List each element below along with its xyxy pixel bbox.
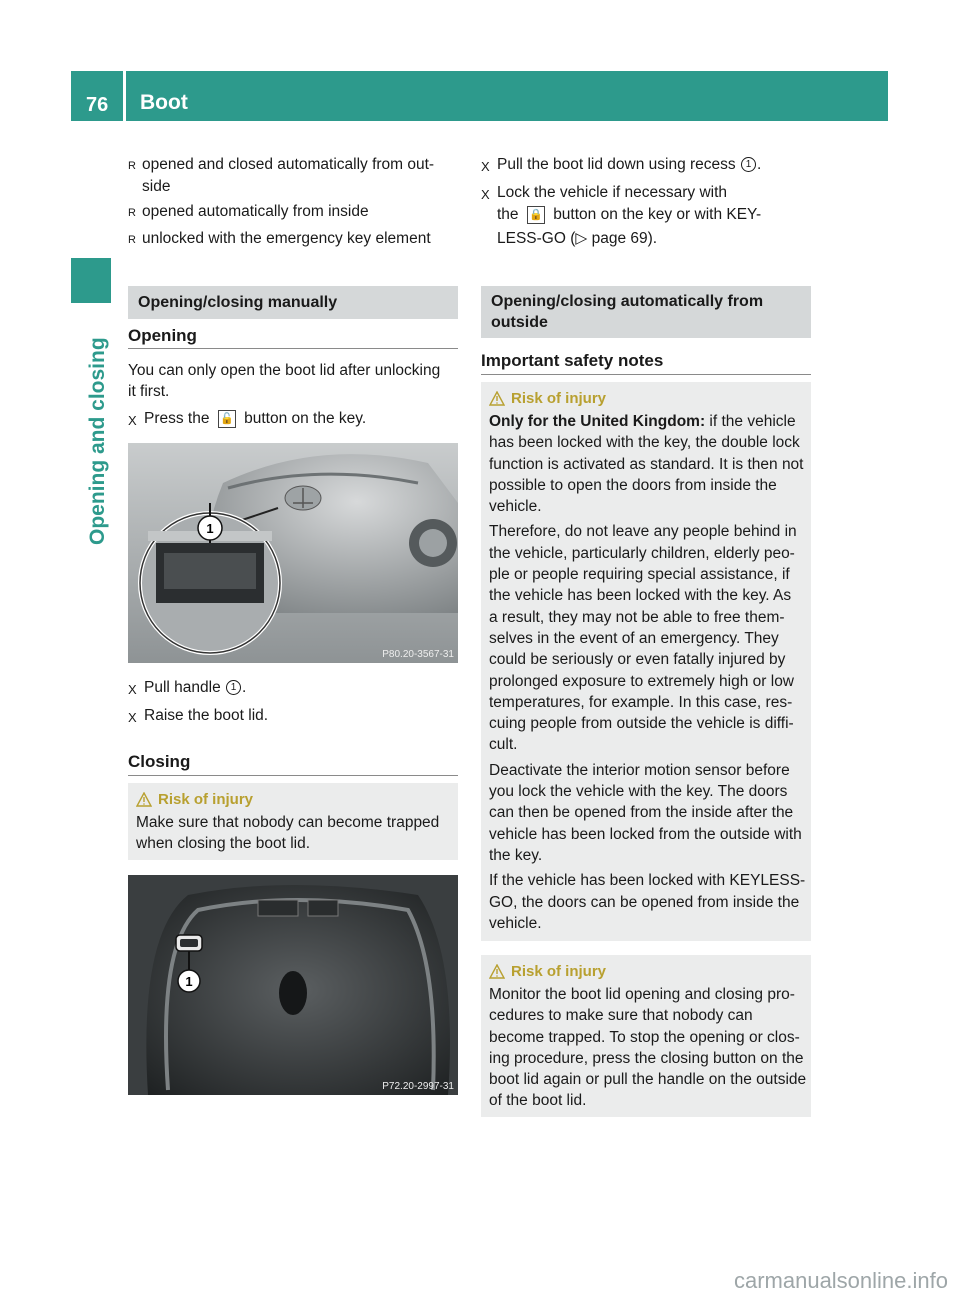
warning-triangle-icon	[489, 391, 505, 407]
bullet-glyph: R	[128, 207, 136, 219]
subheading-opening-closing-manually: Opening/closing manually	[128, 286, 458, 319]
section-title: Boot	[140, 91, 188, 114]
warning-header: Risk of injury	[489, 963, 803, 980]
heading-closing: Closing	[128, 752, 191, 771]
step-arrow: X	[481, 159, 490, 174]
callout-1-icon: 1	[741, 157, 756, 172]
step-lock-line2: the 🔒 button on the key or with KEY-	[497, 206, 762, 223]
side-tab-block	[71, 258, 111, 303]
callout-1-icon: 1	[226, 680, 241, 695]
step-arrow: X	[128, 682, 137, 697]
list-item-cont: side	[142, 178, 171, 195]
warning-header: Risk of injury	[136, 791, 450, 808]
photo-code: P80.20-3567-31	[382, 649, 454, 660]
boot-interior-photo	[128, 875, 458, 1095]
boot-exterior-photo	[128, 443, 458, 663]
paragraph-line: You can only open the boot lid after unlocking	[128, 362, 441, 379]
divider	[128, 348, 458, 349]
subheading-auto-opening: Opening/closing automatically from outside	[481, 286, 811, 338]
divider	[128, 775, 458, 776]
bullet-glyph: R	[128, 234, 136, 246]
warning-header: Risk of injury	[489, 390, 803, 407]
warning-box: Risk of injury Only for the United Kingdom: if the vehicle has been locked with the key, the double lock function is activated as standard. It is then not possible to open the doors from inside the vehicle. Therefore, do not leave any people behind in the vehicle, particularly children, elderly peo- ple or people requiring special assistance, if the vehicle has been locked with the key. As a result, they may not be able to free them- selves in the event of an emergency. They could be seriously or even fatally injured by prolonged exposure to extremely high or low temperatures, for example. In this case, res- cuing people from outside the vehicle is diffi- cult. Deactivate the interior motion sensor before you lock the vehicle with the key. The doors can then be opened from the inside after the vehicle has been locked from the outside with the key. If the vehicle has been locked with KEYLESS- GO, the doors can be opened from inside the vehicle.	[481, 382, 811, 941]
photo-code: P72.20-2997-31	[382, 1081, 454, 1092]
warning-box: Risk of injury Monitor the boot lid opening and closing pro- cedures to make sure that nobody can become trapped. To stop the opening or clos- ing procedure, press the closing button on the boot lid again or pull the handle on the outside of the boot lid.	[481, 955, 811, 1117]
step-arrow: X	[128, 710, 137, 725]
lock-icon: 🔒	[527, 206, 545, 224]
warning-box: Risk of injury Make sure that nobody can become trapped when closing the boot lid.	[128, 783, 458, 860]
boot-exterior-illustration	[128, 443, 458, 663]
paragraph-line: it first.	[128, 383, 170, 400]
page-number: 76	[86, 94, 109, 116]
divider	[481, 374, 811, 375]
watermark: carmanualsonline.info	[733, 1268, 948, 1293]
heading-important-safety-notes: Important safety notes	[481, 351, 664, 370]
heading-opening: Opening	[128, 326, 197, 345]
photo-marker-label: 1	[185, 974, 193, 989]
step-lock-line3: LESS-GO (▷ page 69).	[497, 230, 658, 247]
bullet-glyph: R	[128, 160, 136, 172]
warning-triangle-icon	[489, 964, 505, 980]
unlock-icon: 🔓	[218, 410, 236, 428]
boot-interior-illustration	[128, 875, 458, 1095]
side-chapter-title: Opening and closing	[86, 337, 109, 545]
step-arrow: X	[128, 413, 137, 428]
photo-marker-label: 1	[206, 521, 214, 536]
warning-triangle-icon	[136, 792, 152, 808]
step-arrow: X	[481, 187, 490, 202]
header-bar	[71, 71, 888, 121]
header-divider	[123, 71, 126, 121]
